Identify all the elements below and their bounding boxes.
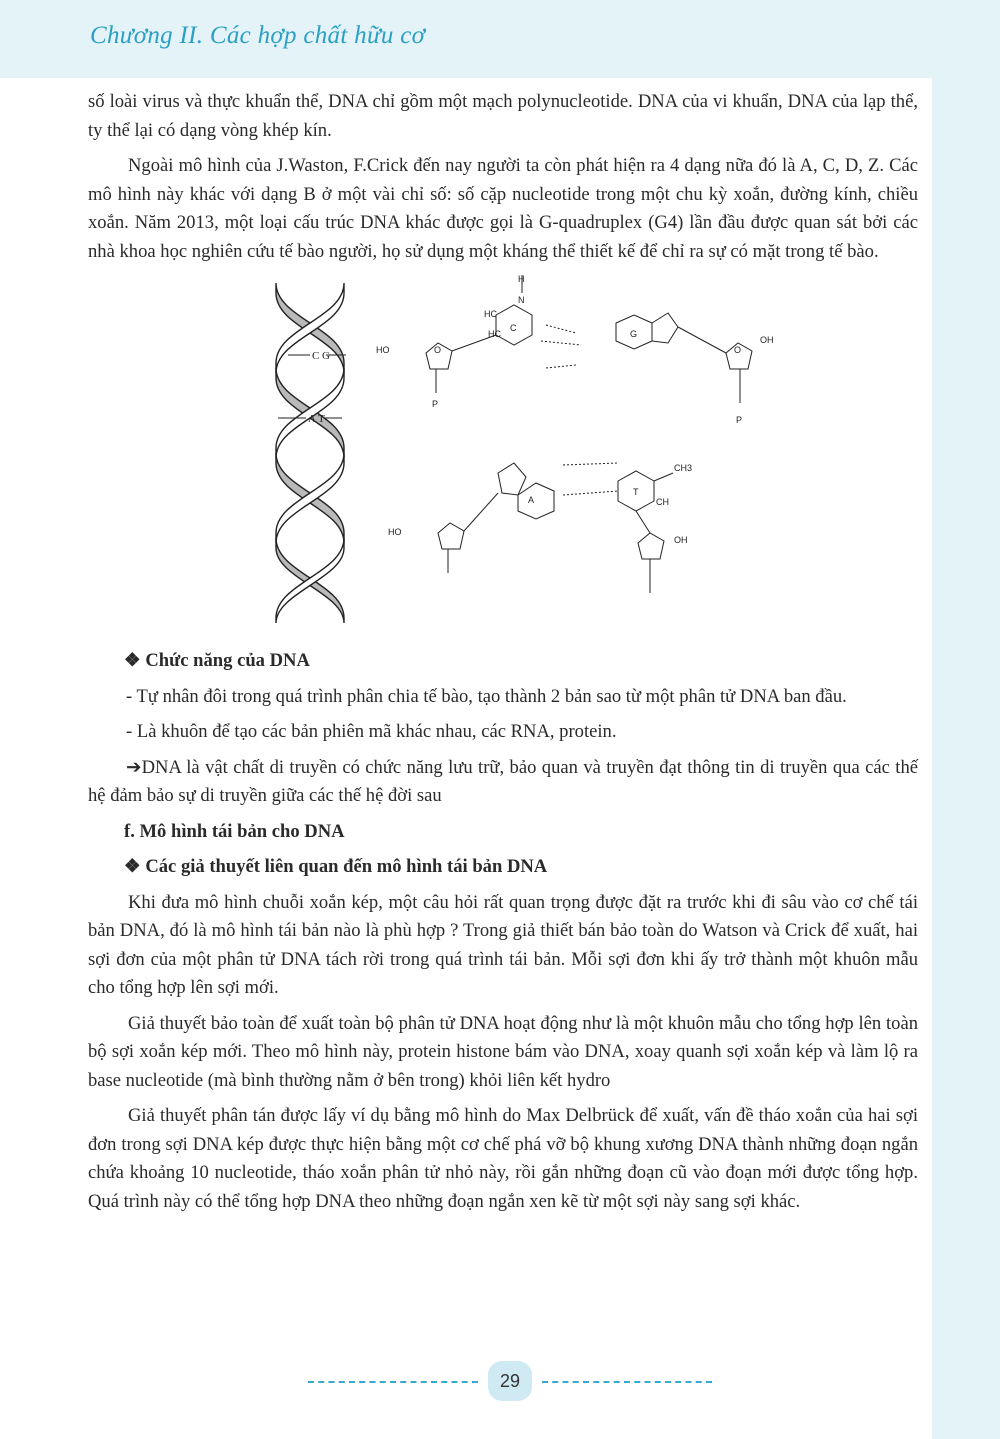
gc-n-top: N: [518, 295, 525, 305]
gc-base-pair-structure: [376, 273, 796, 443]
page-content: [88, 88, 918, 1223]
function-conclusion: [88, 754, 918, 811]
bullet-icon: ❖: [124, 650, 141, 671]
function-conclusion-text: DNA là vật chất di truyền có chức năng lưu trữ, bảo quan và truyền đạt thông tin di truyền qua các thế hệ đảm bảo sự di truyền giữa các thế hệ đời sau: [88, 756, 918, 806]
gc-hc-2: HC: [488, 329, 501, 339]
hypotheses-heading: [88, 853, 918, 882]
paragraph-dispersive: Giả thuyết phân tán được lấy ví dụ bằng mô hình do Max Delbrück để xuất, vấn đề tháo xoắn của hai sợi đơn trong sợi DNA kép được thực hiện bằng một cơ chế phá vỡ bộ khung xương DNA thành những đoạn ngắn chứa khoảng 10 nucleotide, tháo xoắn phân tử nhỏ này, rồi gắn những đoạn cũ vào đoạn mới được tổng hợp. Quá trình này có thể tổng hợp DNA theo những đoạn ngắn xen kẽ từ một sợi này sang sợi khác.: [88, 1105, 918, 1212]
at-base-pair-structure: [388, 443, 748, 623]
footer-dash-left: [308, 1381, 478, 1383]
helix-pair-t: T: [318, 413, 325, 425]
double-helix-diagram: [266, 273, 386, 623]
function-heading-text: Chức năng của DNA: [145, 650, 310, 671]
paragraph-conservative: Giả thuyết bảo toàn để xuất toàn bộ phân tử DNA hoạt động như là một khuôn mẫu cho tổng hợp lên toàn bộ sợi xoắn kép mới. Theo mô hình này, protein histone bám vào DNA, xoay quanh sợi xoắn kép và làm lộ ra base nucleotide (mà bình thường nằm ở bên trong) khỏi liên kết hydro: [88, 1012, 918, 1091]
function-item-template: - Là khuôn để tạo các bản phiên mã khác nhau, các RNA, protein.: [126, 721, 617, 742]
arrow-icon: ➔: [126, 756, 142, 778]
hypotheses-heading-text: Các giả thuyết liên quan đến mô hình tái bản DNA: [145, 856, 548, 877]
gc-g-label: G: [630, 329, 638, 339]
gc-c-label: C: [510, 323, 517, 333]
at-a-label: A: [528, 495, 535, 505]
paragraph-intro: số loài virus và thực khuẩn thể, DNA chỉ gồm một mạch polynucleotide. DNA của vi khuẩn, DNA của lạp thể, ty thể lại có dạng vòng khép kín.: [88, 91, 918, 141]
page-footer: [0, 1356, 1000, 1406]
gc-ring-o-left: O: [434, 345, 442, 355]
function-item-replication: - Tự nhân đôi trong quá trình phân chia tế bào, tạo thành 2 bản sao từ một phân tử DNA ban đầu.: [126, 685, 847, 707]
gc-ring-o-right: O: [734, 345, 742, 355]
gc-ho: HO: [376, 345, 390, 355]
paragraph-semiconservative: Khi đưa mô hình chuỗi xoắn kép, một câu hỏi rất quan trọng được đặt ra trước khi đi sâu vào cơ chế tái bản DNA, đó là mô hình tái bản nào là phù hợp ? Trong giả thiết bán bảo toàn do Watson và Crick để xuất, hai sợi đơn của một phân tử DNA tách rời trong quá trình tái bản. Mỗi sợi đơn khi ấy trở thành một khuôn mẫu cho tổng hợp lên sợi mới.: [88, 891, 918, 998]
at-ch: CH: [656, 497, 669, 507]
function-heading: [88, 647, 918, 676]
bullet-icon: ❖: [124, 856, 141, 877]
paragraph-dna-forms: Ngoài mô hình của J.Waston, F.Crick đến nay người ta còn phát hiện ra 4 dạng nữa đó là A, C, D, Z. Các mô hình này khác với dạng B ở một vài chỉ số: số cặp nucleotide trong một chu kỳ xoắn, đường kính, chiều xoắn. Năm 2013, một loại cấu trúc DNA khác được gọi là G-quadruplex (G4) lần đầu được quan sát bởi các nhà khoa học nghiên cứu tế bào người, họ sử dụng một kháng thể thiết kế để chỉ ra sự có mặt trong tế bào.: [88, 155, 918, 262]
side-margin-band: [932, 78, 1000, 1439]
gc-oh: OH: [760, 335, 774, 345]
gc-p-right: P: [736, 415, 743, 425]
at-ch3: CH3: [674, 463, 693, 473]
helix-pair-a: A: [308, 413, 316, 425]
at-oh: OH: [674, 535, 688, 545]
helix-pair-c: C: [312, 350, 320, 362]
at-ho: HO: [388, 527, 402, 537]
footer-dash-right: [542, 1381, 712, 1383]
section-f-heading: f. Mô hình tái bản cho DNA: [124, 820, 345, 842]
helix-pair-g: G: [322, 350, 330, 362]
dna-structure-figure: [88, 273, 918, 633]
page-number: 29: [488, 1361, 532, 1401]
at-t-label: T: [633, 487, 639, 497]
gc-h-top: H: [518, 274, 525, 284]
gc-hc-1: HC: [484, 309, 497, 319]
gc-p-left: P: [432, 399, 439, 409]
page-header: [0, 0, 1000, 78]
chapter-title: Chương II. Các hợp chất hữu cơ: [90, 22, 426, 49]
